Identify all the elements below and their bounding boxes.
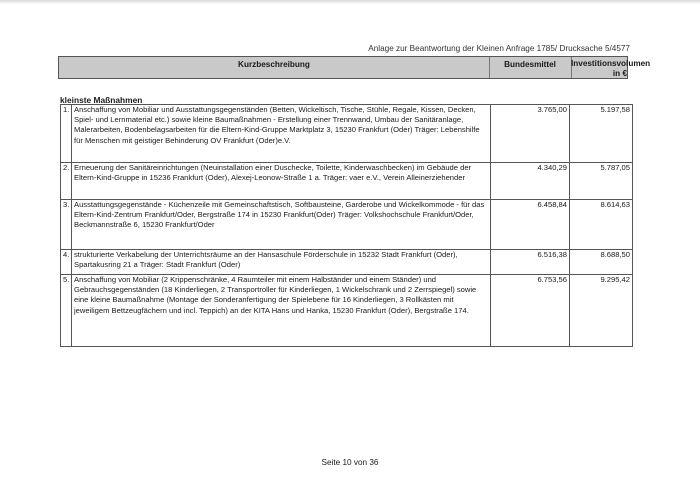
- row-investment-volume: 5.787,05: [570, 163, 633, 200]
- row-federal-funds: 6.458,84: [491, 200, 570, 250]
- row-description: Anschaffung von Mobiliar (2 Krippenschränke, 4 Raumteiler mit einem Halbständer und einem Ständer) und Gebrauchsgegenständen (18 Kinderliegen, 2 Transportroller für Kinderliegen, 1 Wickelschrank und 2 Zerrspiegel) sowie eine kleine Baumaßnahme (Montage der Sonderanfertigung der Spielebene für 16 Kinderliegen, 3 Rollkästen mit jeweiligem Bettzeugfächern und incl. Teppich) an der KITA Hans und Hanka, 15230 Frankfurt (Oder), Bergstraße 174.: [72, 275, 491, 347]
- table-row: [61, 163, 633, 200]
- table-row: [61, 200, 633, 250]
- row-description: Ausstattungsgegenstände - Küchenzeile mit Gemeinschaftstisch, Softbausteine, Garderobe und Wickelkommode - für das Eltern-Kind-Zentrum Frankfurt/Oder, Bergstraße 174 in 15230 Frankfurt(Oder) Träger: Volkshochschule Frankfurt/Oder, Beckmannstraße 6, 15230 Frankfurt/Oder: [72, 200, 491, 250]
- row-number: 4.: [61, 250, 72, 275]
- scan-edge: [0, 0, 700, 4]
- table-header: [58, 56, 651, 79]
- row-number: 2.: [61, 163, 72, 200]
- row-description: Erneuerung der Sanitäreinrichtungen (Neuinstallation einer Duschecke, Toilette, Kinderwaschbecken) im Gebäude der Eltern-Kind-Gruppe in 15236 Frankfurt (Oder), Alexej-Leonow-Straße 1 a. Träger: vaer e.V., Verein Alleinerziehender: [72, 163, 491, 200]
- row-description: Anschaffung von Mobiliar und Ausstattungsgegenständen (Betten, Wickeltisch, Tische, Stühle, Regale, Kissen, Decken, Spiel- und Lernmaterial etc.) sowie kleine Baumaßnahmen - Erstellung einer Trennwand, Umbau der Sanitäranlage, Malerarbeiten, Bodenbelagsarbeiten für die Eltern-Kind-Gruppe Marktplatz 3, 15230 Frankfurt (Oder) Träger: Lebenshilfe für Menschen mit geistiger Behinderung OV Frankfurt (Oder)e.V.: [72, 105, 491, 163]
- row-investment-volume: 8.688,50: [570, 250, 633, 275]
- row-number: 1.: [61, 105, 72, 163]
- measures-table: [60, 104, 633, 347]
- section-title: kleinste Maßnahmen: [60, 95, 143, 105]
- row-number: 5.: [61, 275, 72, 347]
- row-investment-volume: 9.295,42: [570, 275, 633, 347]
- row-federal-funds: 6.753,56: [491, 275, 570, 347]
- table-row: [61, 250, 633, 275]
- header-description: Kurzbeschreibung: [238, 60, 310, 69]
- annex-note: Anlage zur Beantwortung der Kleinen Anfrage 1785/ Drucksache 5/4577: [368, 44, 630, 53]
- row-federal-funds: 3.765,00: [491, 105, 570, 163]
- row-description: strukturierte Verkabelung der Unterrichtsräume an der Hansaschule Förderschule in 15232 Stadt Frankfurt (Oder), Spartakusring 21 a Träger: Stadt Frankfurt (Oder): [72, 250, 491, 275]
- row-number: 3.: [61, 200, 72, 250]
- page-number: Seite 10 von 36: [321, 458, 379, 467]
- table-row: [61, 105, 633, 163]
- table-row: [61, 275, 633, 347]
- header-federal-funds: Bundesmittel: [504, 60, 556, 69]
- row-investment-volume: 8.614,63: [570, 200, 633, 250]
- header-investment-volume: Investitionsvolumen in €: [571, 59, 651, 78]
- row-federal-funds: 4.340,29: [491, 163, 570, 200]
- row-investment-volume: 5.197,58: [570, 105, 633, 163]
- row-federal-funds: 6.516,38: [491, 250, 570, 275]
